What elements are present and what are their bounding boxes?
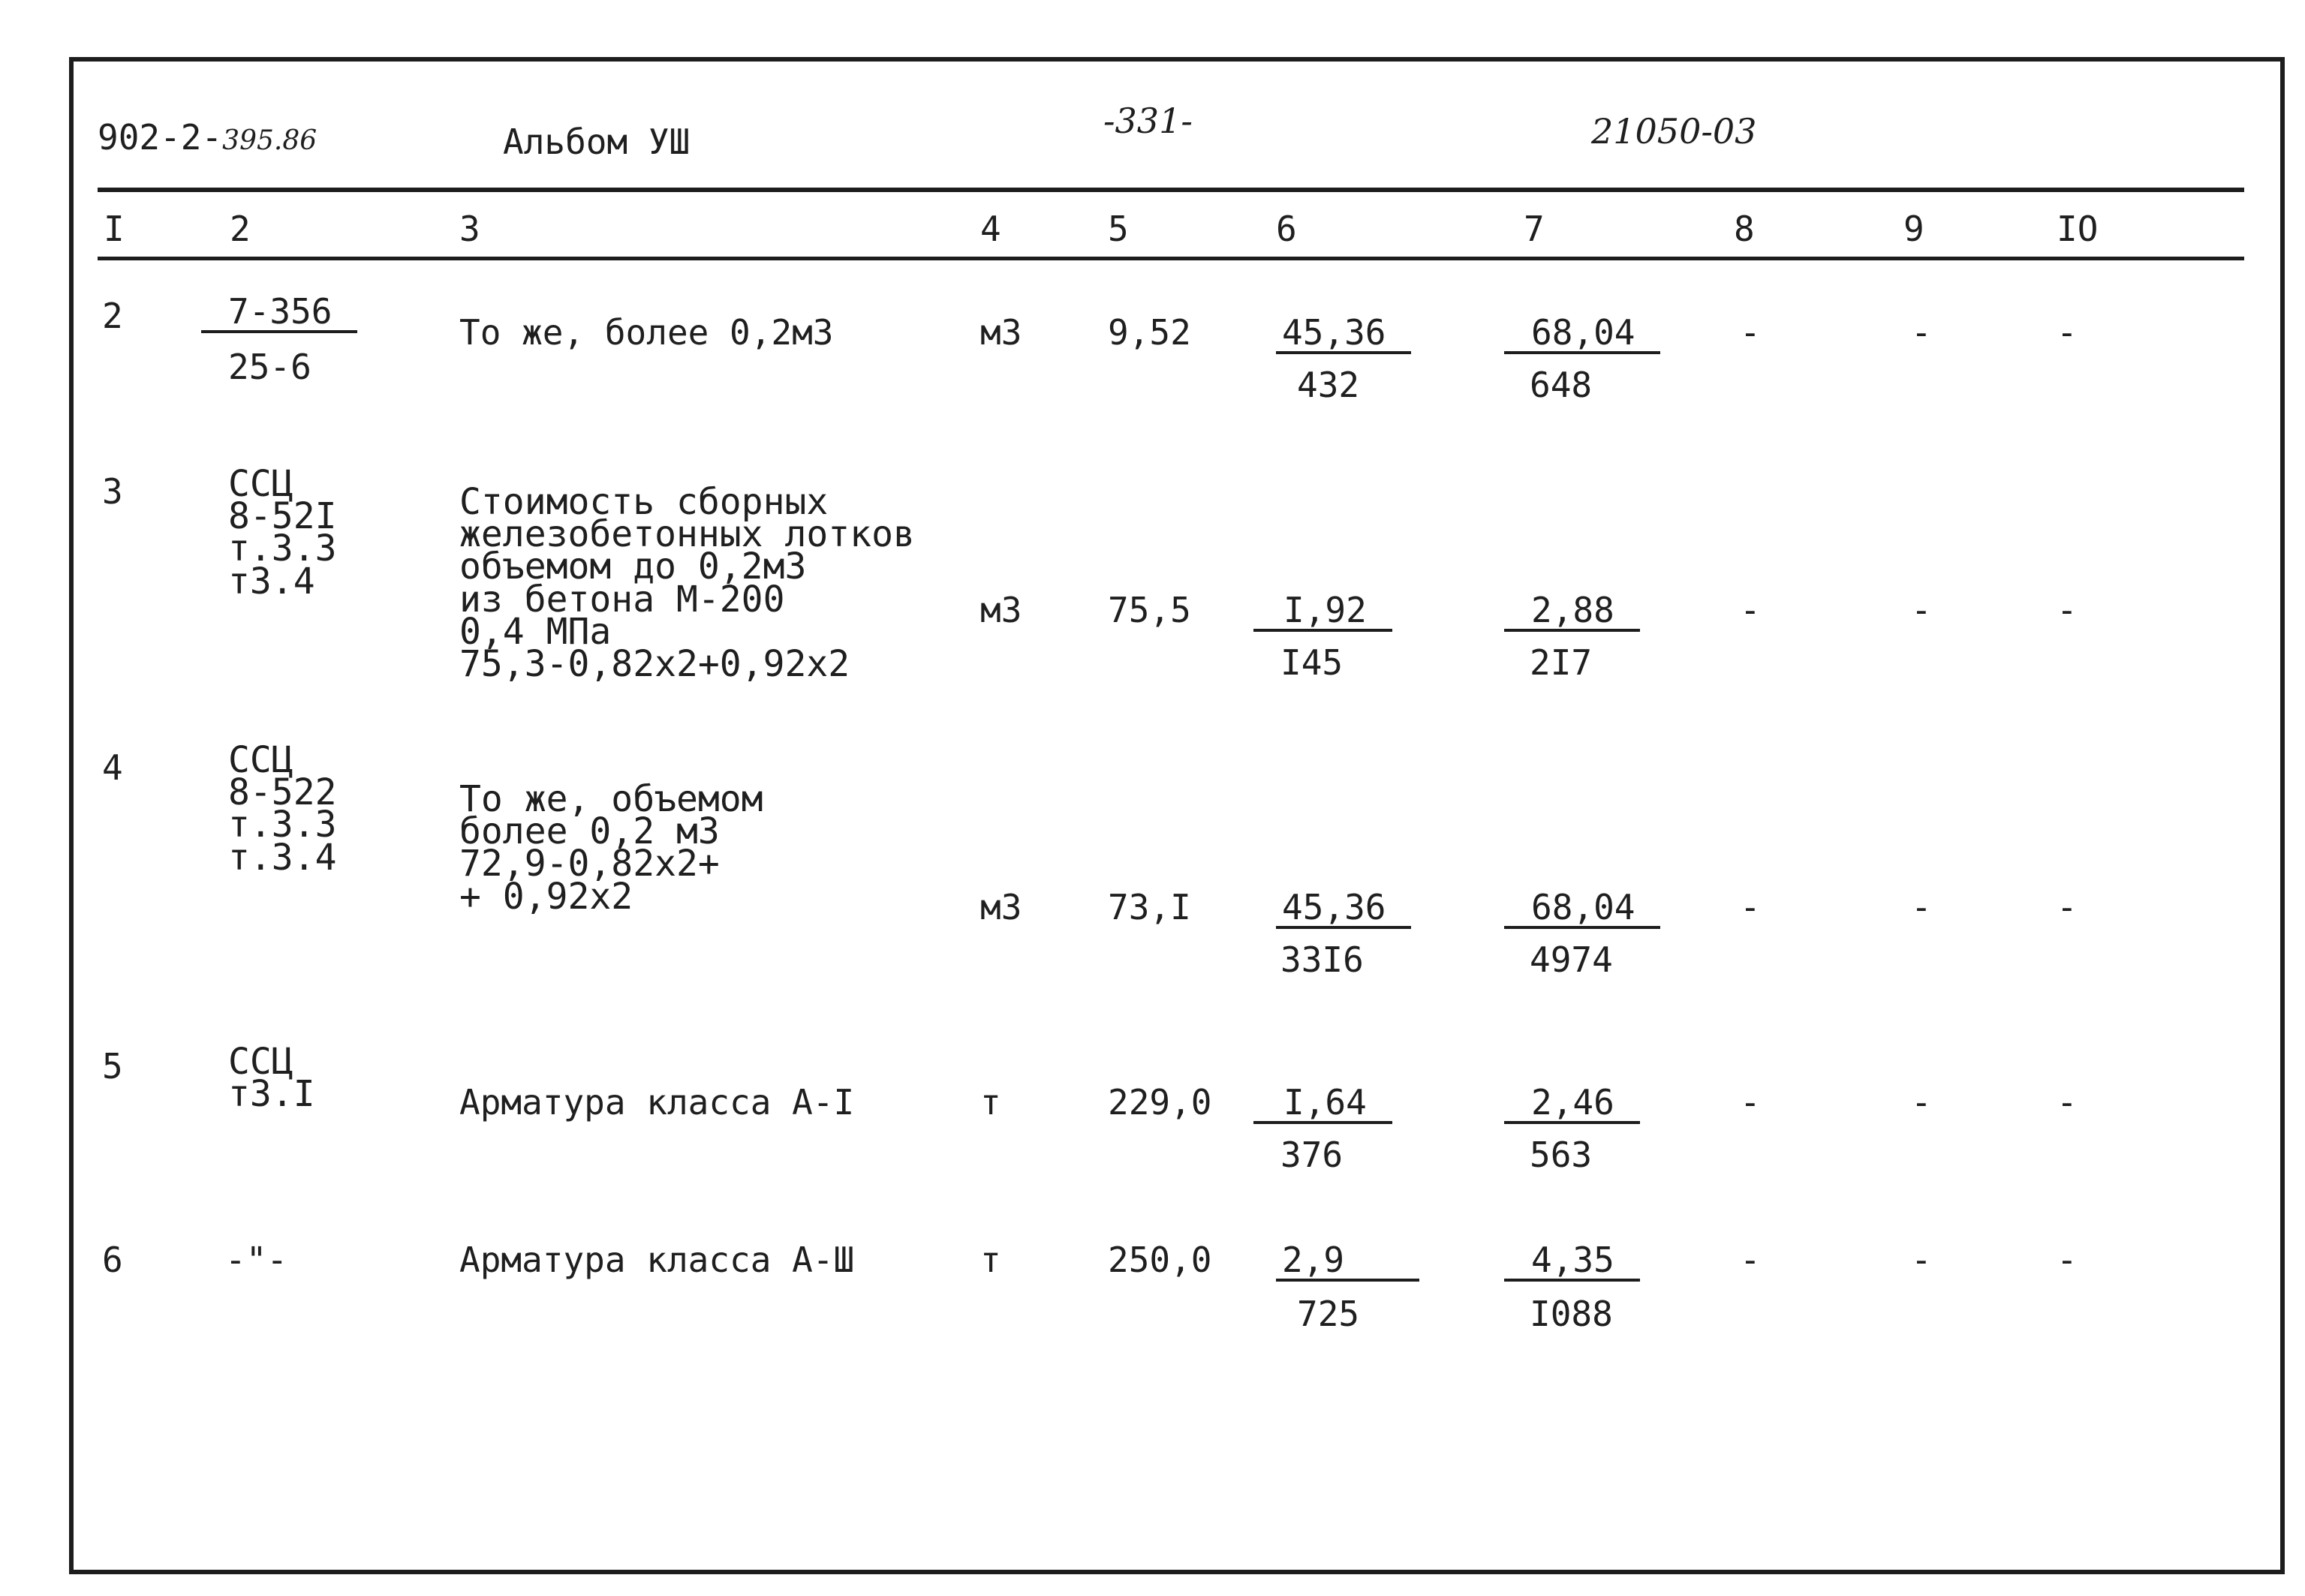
total-cost-top: 2,46 [1504, 1085, 1640, 1124]
column-10-value: - [2057, 312, 2078, 353]
reference-code: ССЦ 8-52I т.3.3 т3.4 [228, 463, 337, 603]
column-10-value: - [2057, 887, 2078, 927]
total-cost [1504, 312, 1660, 354]
column-8-value: - [1740, 312, 1761, 353]
work-description: Арматура класса А-I [459, 1082, 855, 1123]
total-cost [1504, 590, 1640, 632]
row-number: 4 [102, 747, 123, 788]
unit-cost-top: I,92 [1253, 593, 1392, 632]
quantity: 75,5 [1108, 590, 1191, 630]
column-8-value: - [1740, 887, 1761, 927]
column-8-value: - [1740, 1082, 1761, 1123]
column-header-8: 8 [1734, 209, 1755, 249]
header-rule-top [98, 188, 2244, 192]
unit-cost-bottom: 725 [1297, 1294, 1360, 1334]
unit: м3 [980, 887, 1022, 927]
column-header-2: 2 [230, 209, 251, 249]
unit-cost-bottom: 432 [1297, 365, 1360, 405]
column-9-value: - [1911, 1082, 1932, 1123]
column-header-1: I [104, 209, 125, 249]
unit-cost [1276, 1240, 1419, 1282]
row-number: 2 [102, 296, 123, 336]
row-number: 5 [102, 1046, 123, 1087]
quantity: 9,52 [1108, 312, 1191, 353]
album-title: Альбом УШ [503, 122, 691, 162]
column-10-value: - [2057, 590, 2078, 630]
unit-cost-bottom: 33I6 [1280, 939, 1364, 980]
total-cost-bottom: 2I7 [1530, 642, 1593, 683]
reference-code: ССЦ 8-522 т.3.3 т.3.4 [228, 739, 337, 879]
unit-cost [1253, 1082, 1392, 1124]
column-8-value: - [1740, 1240, 1761, 1280]
column-header-5: 5 [1108, 209, 1129, 249]
document-frame [69, 57, 2285, 1574]
work-description: То же, объемом более 0,2 м3 72,9-0,82х2+ + 0,92х2 [459, 778, 763, 918]
column-header-7: 7 [1524, 209, 1545, 249]
unit-cost [1253, 590, 1392, 632]
column-8-value: - [1740, 590, 1761, 630]
column-header-9: 9 [1903, 209, 1924, 249]
work-description: Стоимость сборных железобетонных лотков объемом до 0,2м3 из бетона М-200 0,4 МПа 75,3-0,82х2+0,92х2 [459, 481, 915, 685]
unit-cost [1276, 887, 1411, 929]
row-number: 3 [102, 471, 123, 512]
reference-top: 7-356 [201, 294, 357, 333]
unit: т [980, 1082, 1001, 1123]
total-cost-bottom: 648 [1530, 365, 1593, 405]
column-9-value: - [1911, 1240, 1932, 1280]
unit-cost-bottom: I45 [1280, 642, 1344, 683]
total-cost [1504, 1240, 1640, 1282]
unit-cost [1276, 312, 1411, 354]
document-number: 21050-03 [1591, 111, 1757, 152]
reference-code [201, 291, 357, 333]
page-number: -331- [1103, 101, 1193, 141]
total-cost-top: 2,88 [1504, 593, 1640, 632]
column-10-value: - [2057, 1082, 2078, 1123]
code-suffix: 395.86 [222, 125, 317, 156]
reference-code: -"- [225, 1240, 288, 1280]
unit-cost-top: 45,36 [1276, 315, 1411, 354]
unit: т [980, 1240, 1001, 1280]
row-number: 6 [102, 1240, 123, 1280]
unit: м3 [980, 312, 1022, 353]
total-cost-bottom: 563 [1530, 1135, 1593, 1175]
quantity: 73,I [1108, 887, 1191, 927]
unit-cost-top: I,64 [1253, 1085, 1392, 1124]
total-cost-bottom: I088 [1530, 1294, 1613, 1334]
column-10-value: - [2057, 1240, 2078, 1280]
column-header-6: 6 [1276, 209, 1297, 249]
column-9-value: - [1911, 887, 1932, 927]
column-header-3: 3 [459, 209, 480, 249]
total-cost [1504, 1082, 1640, 1124]
reference-bottom: 25-6 [228, 347, 311, 387]
column-header-10: IO [2057, 209, 2099, 249]
total-cost-bottom: 4974 [1530, 939, 1613, 980]
work-description: То же, более 0,2м3 [459, 312, 834, 353]
total-cost-top: 4,35 [1504, 1243, 1640, 1282]
unit: м3 [980, 590, 1022, 630]
unit-cost-top: 45,36 [1276, 890, 1411, 929]
code-prefix: 902-2- [98, 117, 223, 158]
document-code [98, 117, 317, 158]
column-header-4: 4 [980, 209, 1001, 249]
column-9-value: - [1911, 590, 1932, 630]
total-cost-top: 68,04 [1504, 890, 1660, 929]
work-description: Арматура класса А-Ш [459, 1240, 855, 1280]
quantity: 250,0 [1108, 1240, 1212, 1280]
quantity: 229,0 [1108, 1082, 1212, 1123]
unit-cost-top: 2,9 [1276, 1243, 1419, 1282]
header-rule-bottom [98, 257, 2244, 260]
total-cost-top: 68,04 [1504, 315, 1660, 354]
total-cost [1504, 887, 1660, 929]
reference-code: ССЦ т3.I [228, 1041, 315, 1116]
column-9-value: - [1911, 312, 1932, 353]
unit-cost-bottom: 376 [1280, 1135, 1344, 1175]
